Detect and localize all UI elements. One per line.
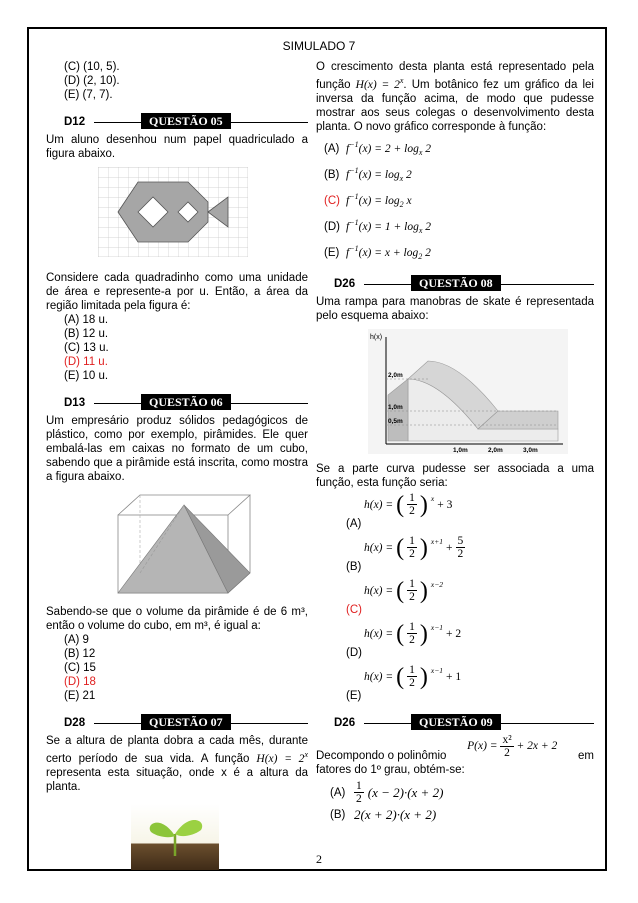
page-header: SIMULADO 7 [282, 39, 356, 53]
question-05-text-2: Considere cada quadradinho como uma unidade de área e represente-a por u. Então, a área da região limitada pela figura é: [46, 272, 308, 312]
question-07-text [46, 734, 308, 794]
log-arg: 2 [422, 221, 432, 234]
x-tick-2: 2,0m [488, 447, 503, 455]
option-e[interactable]: (E) 10 u. [64, 370, 109, 382]
option-e[interactable] [346, 664, 594, 703]
x-tick-3: 3,0m [523, 447, 538, 455]
exp-formula: h(x) = ( $\frac{1}{2}$ ) x + 3 [364, 491, 453, 518]
inverse-sup: −1 [349, 165, 359, 175]
question-06-text-2: Sabendo-se que o volume da pirâmide é de 6 m³, então o volume do cubo, em m³, é igual a: [46, 606, 308, 632]
tail: + 1 [446, 670, 462, 683]
inverse-formula [346, 164, 412, 186]
expr: (x) = log [358, 168, 400, 181]
question-08-text: Uma rampa para manobras de skate é representada pelo esquema abaixo: [316, 296, 594, 323]
lhs: h(x) = [364, 541, 394, 554]
tail-numerator: 5 [457, 535, 464, 548]
x-tick-1: 1,0m [453, 447, 468, 455]
base-denominator: 2 [409, 548, 415, 561]
f: f [346, 194, 350, 207]
f: f [346, 168, 350, 181]
fish-shape-figure [98, 167, 248, 257]
descriptor-code: D28 [64, 717, 86, 729]
log-arg: x [403, 194, 412, 207]
option-d[interactable] [324, 216, 594, 238]
q9-options-list [330, 780, 594, 822]
tail-denominator: 2 [457, 548, 464, 561]
question-06-header [46, 393, 308, 411]
question-09-text-a: Decompondo o polinômio [316, 750, 447, 763]
question-05-header [46, 112, 308, 130]
inverse-sup: −1 [349, 139, 359, 149]
y-tick-1: 1,0m [388, 404, 403, 412]
option-c[interactable]: (C) 15 [64, 662, 96, 674]
exponent: x−1 [430, 623, 444, 633]
base-numerator: 1 [409, 535, 415, 548]
question-07-continuation [316, 60, 594, 134]
exponent: x−1 [430, 666, 444, 676]
base-denominator: 2 [409, 591, 415, 604]
formula-h [256, 750, 308, 765]
option-b[interactable]: (B) 12 u. [64, 328, 109, 340]
option-b[interactable] [330, 808, 594, 822]
option-label: (A) [330, 786, 346, 799]
inverse-sup: −1 [349, 244, 359, 254]
expr: (x) = 2 + log [358, 142, 419, 155]
poly-rest: + 2x + 2 [516, 740, 558, 753]
exp-formula: h(x) = ( $\frac{1}{2}$ ) x−1 + 2 [364, 620, 462, 647]
q8-options-list [346, 492, 594, 703]
ramp-figure [368, 329, 568, 454]
question-badge: QUESTÃO 06 [141, 394, 231, 410]
lhs: h(x) = [364, 670, 394, 683]
log-base: 2 [399, 200, 404, 210]
formula-h [355, 76, 404, 91]
question-09-text-c: fatores do 1º grau, obtém-se: [316, 764, 465, 777]
factored-expr: (x − 2)·(x + 2) [367, 784, 444, 800]
option-label: (E) [346, 690, 362, 703]
cube-with-pyramid-icon [98, 490, 258, 595]
base-numerator: 1 [409, 492, 415, 505]
q7-options-list [324, 138, 594, 265]
tail: + 2 [446, 627, 462, 640]
exp-formula: h(x) = ( $\frac{1}{2}$ ) x−1 + 1 [364, 663, 462, 690]
option-label: (D) [346, 647, 362, 660]
option-d-prev: (D) (2, 10). [64, 75, 120, 87]
expr: (x) = 1 + log [358, 221, 419, 234]
question-badge: QUESTÃO 09 [411, 714, 501, 730]
lhs: h(x) = [364, 627, 394, 640]
question-08-header [316, 274, 594, 292]
formula-exponent: x [304, 750, 308, 759]
option-c-correct[interactable] [324, 190, 594, 212]
option-a[interactable] [324, 138, 594, 160]
descriptor-code: D13 [64, 397, 86, 409]
f: f [346, 247, 350, 260]
polynomial-formula [467, 734, 557, 759]
cube-pyramid-figure [98, 490, 258, 595]
question-07-text-b: representa esta situação, onde x é a altura da planta. [46, 766, 308, 793]
question-badge: QUESTÃO 07 [141, 714, 231, 730]
question-09-text-row [316, 734, 594, 763]
f: f [346, 142, 350, 155]
question-09-header [316, 713, 594, 731]
question-07-text-a: Se a altura de planta dobra a cada mês, durante certo período de sua vida. A função [46, 735, 308, 765]
poly-numerator: x² [502, 734, 512, 747]
option-a[interactable] [346, 492, 594, 531]
inverse-formula [346, 190, 412, 212]
option-e-prev: (E) (7, 7). [64, 89, 113, 101]
option-c-prev: (C) (10, 5). [64, 61, 120, 73]
base-numerator: 1 [409, 664, 415, 677]
base-numerator: 1 [409, 578, 415, 591]
log-arg: 2 [422, 247, 431, 260]
log-base: 2 [418, 252, 423, 262]
inverse-formula [346, 216, 431, 238]
option-label: (A) [346, 518, 362, 531]
tail: + 3 [437, 498, 453, 511]
option-label: (D) [324, 221, 340, 234]
descriptor-code: D26 [334, 717, 356, 730]
inverse-sup: −1 [349, 192, 359, 202]
coef-numerator: 1 [356, 780, 362, 793]
ramp-graph [368, 329, 568, 454]
exponent: x−2 [430, 580, 444, 590]
poly-denominator: 2 [504, 747, 510, 760]
option-d-correct[interactable]: (D) 11 u. [64, 356, 108, 368]
y-axis-label: h(x) [370, 334, 383, 342]
option-a[interactable]: (A) 18 u. [64, 314, 109, 326]
option-d[interactable] [346, 621, 594, 660]
question-06-text: Um empresário produz sólidos pedagógicos de plástico, como por exemplo, pirâmides. Ele quer embalá-las em caixas no formato de um cubo, sabendo que a pirâmide está inscrita, como mostra a figura abaixo. [46, 415, 308, 483]
option-b[interactable]: (B) 12 [64, 648, 96, 660]
option-c[interactable]: (C) 13 u. [64, 342, 109, 354]
option-label: (A) [324, 142, 340, 155]
question-05-text: Um aluno desenhou num papel quadriculado a figura abaixo. [46, 134, 308, 160]
option-c-correct[interactable] [346, 578, 594, 617]
inverse-formula [346, 242, 431, 264]
option-d-correct[interactable]: (D) 18 [64, 676, 96, 688]
log-arg: 2 [403, 168, 412, 181]
option-label: (B) [346, 561, 362, 574]
expr: (x) = log [358, 194, 400, 207]
base-numerator: 1 [409, 621, 415, 634]
option-label: (B) [324, 169, 340, 182]
f: f [346, 221, 350, 234]
cont-text-b: . Um botânico fez um gráfico da lei inversa da função acima, de modo que pudesse mostrar aos seus colegas o desenvolvimento desta planta. O novo gráfico corresponde à função: [316, 78, 594, 133]
log-base: x [418, 147, 423, 157]
y-tick-2: 2,0m [388, 372, 403, 380]
inverse-sup: −1 [349, 218, 359, 228]
formula-base: H(x) = 2 [355, 78, 400, 91]
question-badge: QUESTÃO 08 [411, 275, 501, 291]
grid-figure [98, 167, 248, 257]
descriptor-code: D12 [64, 116, 86, 128]
option-a[interactable]: (A) 9 [64, 634, 89, 646]
question-badge: QUESTÃO 05 [141, 113, 231, 129]
question-07-header [46, 713, 308, 731]
option-label: (C) [346, 604, 362, 617]
exp-formula: h(x) = ( $\frac{1}{2}$ ) x+1 + $\frac{5}{2}$ [364, 534, 464, 561]
option-e[interactable]: (E) 21 [64, 690, 96, 702]
base-denominator: 2 [409, 677, 415, 690]
option-label: (E) [324, 247, 340, 260]
lhs: h(x) = [364, 584, 394, 597]
log-arg: 2 [422, 142, 432, 155]
exponent: x [430, 494, 435, 504]
option-b[interactable] [346, 535, 594, 574]
left-column [46, 60, 308, 870]
option-b[interactable] [324, 164, 594, 186]
lhs: h(x) = [364, 498, 394, 511]
exp-formula: h(x) = ( $\frac{1}{2}$ ) x−2 [364, 577, 444, 604]
question-09-text-b: em [578, 750, 594, 763]
page-number: 2 [316, 852, 322, 866]
formula-exponent: x [399, 76, 404, 85]
base-denominator: 2 [409, 505, 415, 518]
expr: (x) = x + log [358, 247, 419, 260]
formula-base: H(x) = 2 [256, 752, 305, 765]
cont-text-a: O crescimento desta planta está representado pela função [316, 61, 594, 91]
log-base: x [399, 174, 404, 184]
option-a[interactable] [330, 780, 594, 805]
y-tick-05: 0,5m [388, 418, 403, 426]
log-base: x [418, 226, 423, 236]
inverse-formula [346, 138, 431, 160]
option-e[interactable] [324, 242, 594, 264]
descriptor-code: D26 [334, 278, 356, 291]
exponent: x+1 [430, 537, 444, 547]
base-denominator: 2 [409, 634, 415, 647]
question-08-text-2: Se a parte curva pudesse ser associada a uma função, esta função seria: [316, 463, 594, 490]
tail: + [446, 541, 453, 554]
option-label: (B) [330, 809, 346, 822]
right-column [316, 60, 594, 825]
option-label: (C) [324, 195, 340, 208]
factored-expr: 2(x + 2)·(x + 2) [354, 807, 437, 823]
coef-denominator: 2 [356, 793, 362, 806]
poly-lhs: P(x) = [467, 740, 498, 753]
